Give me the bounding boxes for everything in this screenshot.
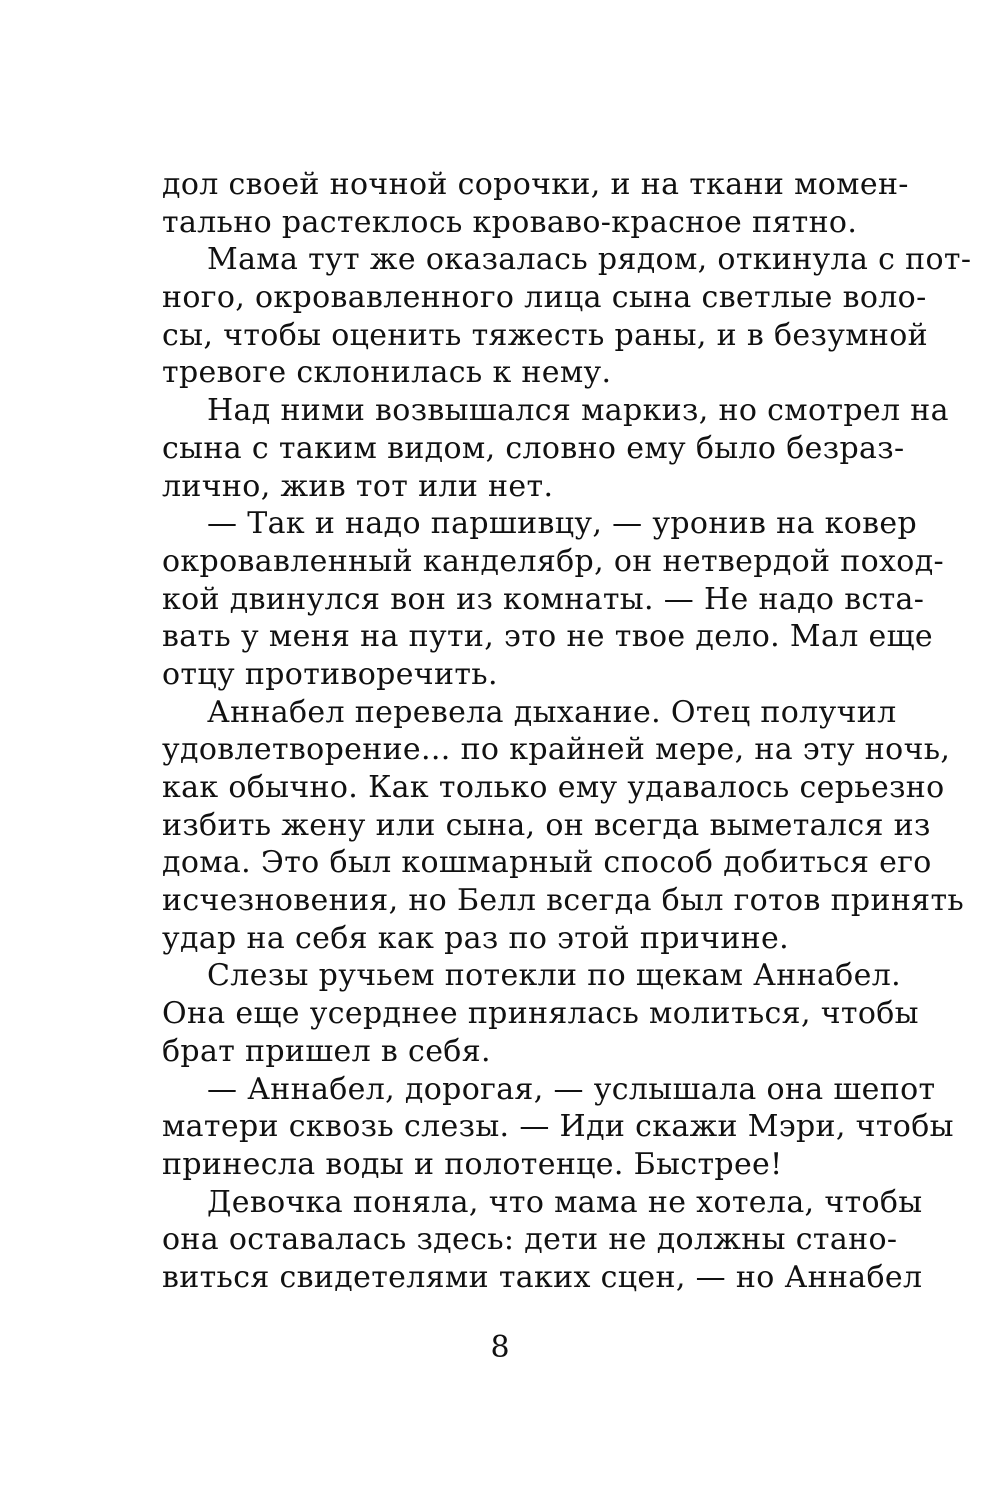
text-line: матери сквозь слезы. — Иди скажи Мэри, чтобы bbox=[162, 1109, 954, 1145]
text-line: дома. Это был кошмарный способ добиться его bbox=[162, 845, 932, 881]
text-line: исчезновения, но Белл всегда был готов принять bbox=[162, 883, 965, 919]
text-line: тревоге склонилась к нему. bbox=[162, 355, 612, 391]
text-line: — Аннабел, дорогая, — услышала она шепот bbox=[207, 1071, 936, 1107]
text-line: брат пришел в себя. bbox=[162, 1033, 491, 1069]
text-line: сына с таким видом, словно ему было безраз- bbox=[162, 430, 905, 466]
text-line: кой двинулся вон из комнаты. — Не надо вста- bbox=[162, 581, 925, 617]
text-line: как обычно. Как только ему удавалось серьезно bbox=[162, 770, 945, 805]
text-line: Слезы ручьем потекли по щекам Аннабел. bbox=[207, 958, 901, 994]
text-line: виться свидетелями таких сцен, — но Аннабел bbox=[162, 1259, 923, 1295]
text-line: она оставалась здесь: дети не должны стано- bbox=[162, 1222, 898, 1258]
text-line: избить жену или сына, он всегда выметался из bbox=[162, 807, 931, 843]
text-line: Мама тут же оказалась рядом, откинула с пот- bbox=[207, 242, 972, 278]
text-line: дол своей ночной сорочки, и на ткани момен- bbox=[162, 167, 909, 202]
text-line: удар на себя как раз по этой причине. bbox=[162, 920, 789, 956]
text-line: сы, чтобы оценить тяжесть раны, и в безумной bbox=[162, 317, 929, 353]
page-number: 8 bbox=[490, 1330, 510, 1365]
text-line: тально растеклось кроваво-красное пятно. bbox=[162, 204, 858, 240]
text-line: принесла воды и полотенце. Быстрее! bbox=[162, 1146, 783, 1182]
text-line: вать у меня на пути, это не твое дело. Мал еще bbox=[162, 619, 933, 655]
text-line: Аннабел перевела дыхание. Отец получил bbox=[207, 694, 897, 730]
text-line: ного, окровавленного лица сына светлые воло- bbox=[162, 280, 927, 316]
text-line: Над ними возвышался маркиз, но смотрел на bbox=[207, 393, 949, 429]
body-text bbox=[162, 166, 972, 1297]
text-line: Она еще усерднее принялась молиться, чтобы bbox=[162, 996, 919, 1032]
text-line: удовлетворение... по крайней мере, на эту ночь, bbox=[162, 732, 951, 768]
text-line: отцу противоречить. bbox=[162, 656, 498, 692]
text-line: — Так и надо паршивцу, — уронив на ковер bbox=[207, 506, 918, 542]
text-line: Девочка поняла, что мама не хотела, чтобы bbox=[207, 1184, 923, 1220]
text-line: окровавленный канделябр, он нетвердой поход- bbox=[162, 543, 945, 579]
text-line: лично, жив тот или нет. bbox=[162, 468, 554, 504]
